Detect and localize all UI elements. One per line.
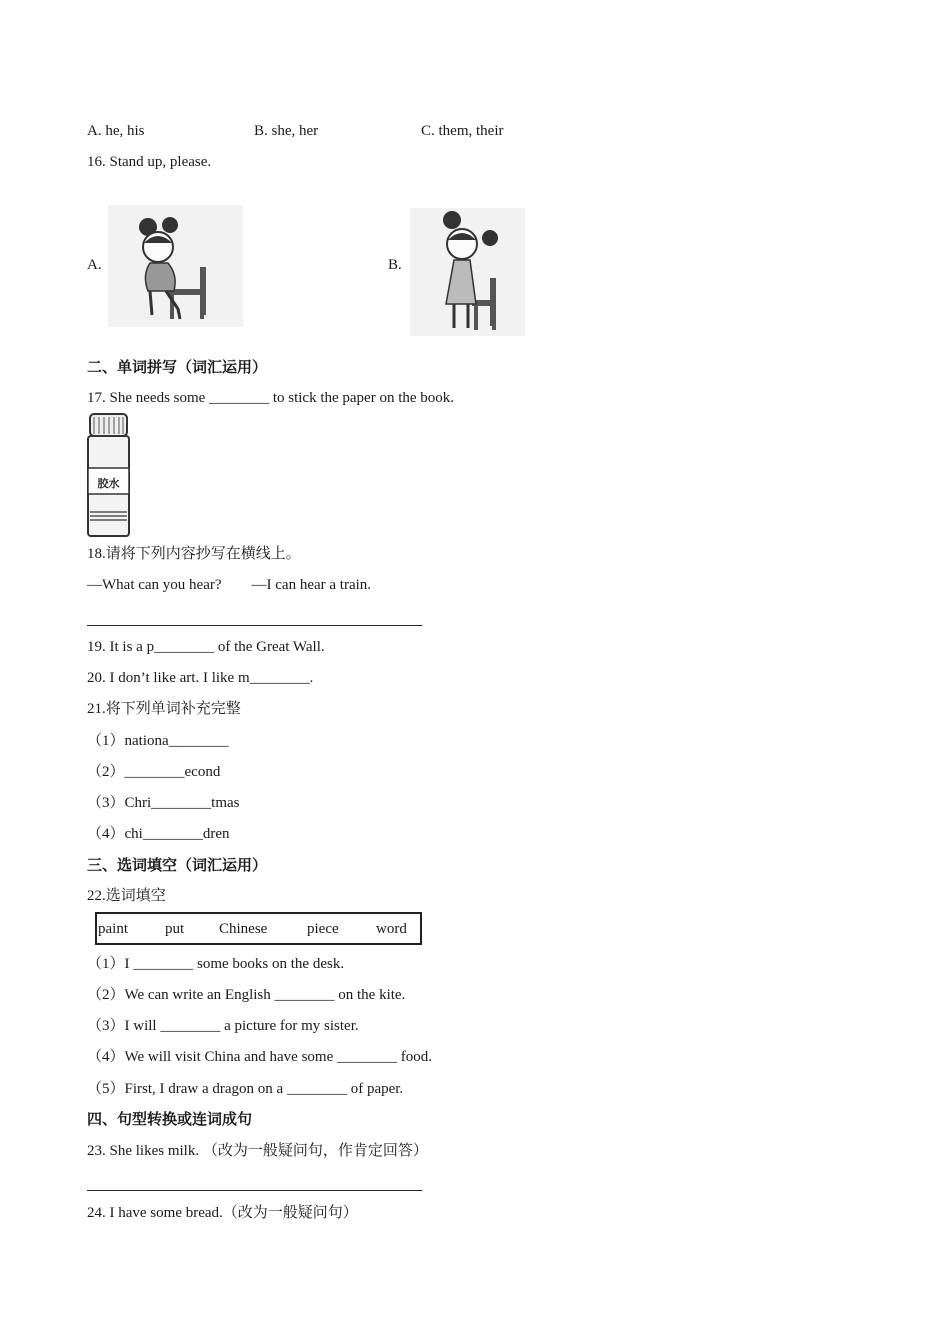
- word-bank-box: [95, 912, 422, 945]
- q15-option-a: A. he, his: [87, 123, 145, 139]
- q21-item: （1）nationa________: [87, 733, 229, 749]
- q15-option-c: C. them, their: [421, 123, 504, 139]
- q22-item: （3）I will ________ a picture for my sister.: [87, 1018, 359, 1034]
- word-bank-item: word: [376, 921, 407, 937]
- q22-item: （1）I ________ some books on the desk.: [87, 956, 345, 972]
- section-4-title: 四、句型转换或连词成句: [87, 1110, 253, 1128]
- q22-item: （2）We can write an English ________ on the kite.: [87, 987, 406, 1003]
- word-bank-item: put: [165, 921, 185, 937]
- q18-answer-line: [87, 625, 422, 626]
- q18-question: 18.请将下列内容抄写在横线上。: [87, 546, 301, 562]
- q22-item: （4）We will visit China and have some ________ food.: [87, 1049, 433, 1065]
- q18-dialogue: —What can you hear? —I can hear a train.: [87, 577, 372, 593]
- q17-question: 17. She needs some ________ to stick the paper on the book.: [87, 390, 455, 406]
- girl-standing-illustration: [410, 208, 525, 336]
- q21-question: 21.将下列单词补充完整: [87, 701, 241, 717]
- word-bank-item: paint: [98, 921, 128, 937]
- q24-question: 24. I have some bread.（改为一般疑问句）: [87, 1205, 358, 1221]
- q16-option-a-label: A.: [87, 257, 102, 273]
- girl-sitting-illustration: [108, 205, 243, 327]
- word-bank-item: Chinese: [219, 921, 268, 937]
- q16-question: 16. Stand up, please.: [87, 154, 212, 170]
- q21-item: （2）________econd: [87, 764, 221, 780]
- q22-item: （5）First, I draw a dragon on a ________ of paper.: [87, 1081, 404, 1097]
- q20-question: 20. I don’t like art. I like m________.: [87, 670, 314, 686]
- glue-label: 胶水: [97, 477, 120, 490]
- q21-item: （3）Chri________tmas: [87, 795, 240, 811]
- section-2-title: 二、单词拼写（词汇运用）: [87, 358, 268, 376]
- section-3-title: 三、选词填空（词汇运用）: [87, 856, 268, 874]
- q22-question: 22.选词填空: [87, 888, 166, 904]
- q19-question: 19. It is a p________ of the Great Wall.: [87, 639, 325, 655]
- q23-answer-line: [87, 1190, 422, 1191]
- q23-question: 23. She likes milk. （改为一般疑问句，作肯定回答）: [87, 1143, 428, 1159]
- q16-option-b-label: B.: [388, 257, 402, 273]
- q15-option-b: B. she, her: [254, 123, 319, 139]
- word-bank-item: piece: [307, 921, 339, 937]
- q21-item: （4）chi________dren: [87, 826, 230, 842]
